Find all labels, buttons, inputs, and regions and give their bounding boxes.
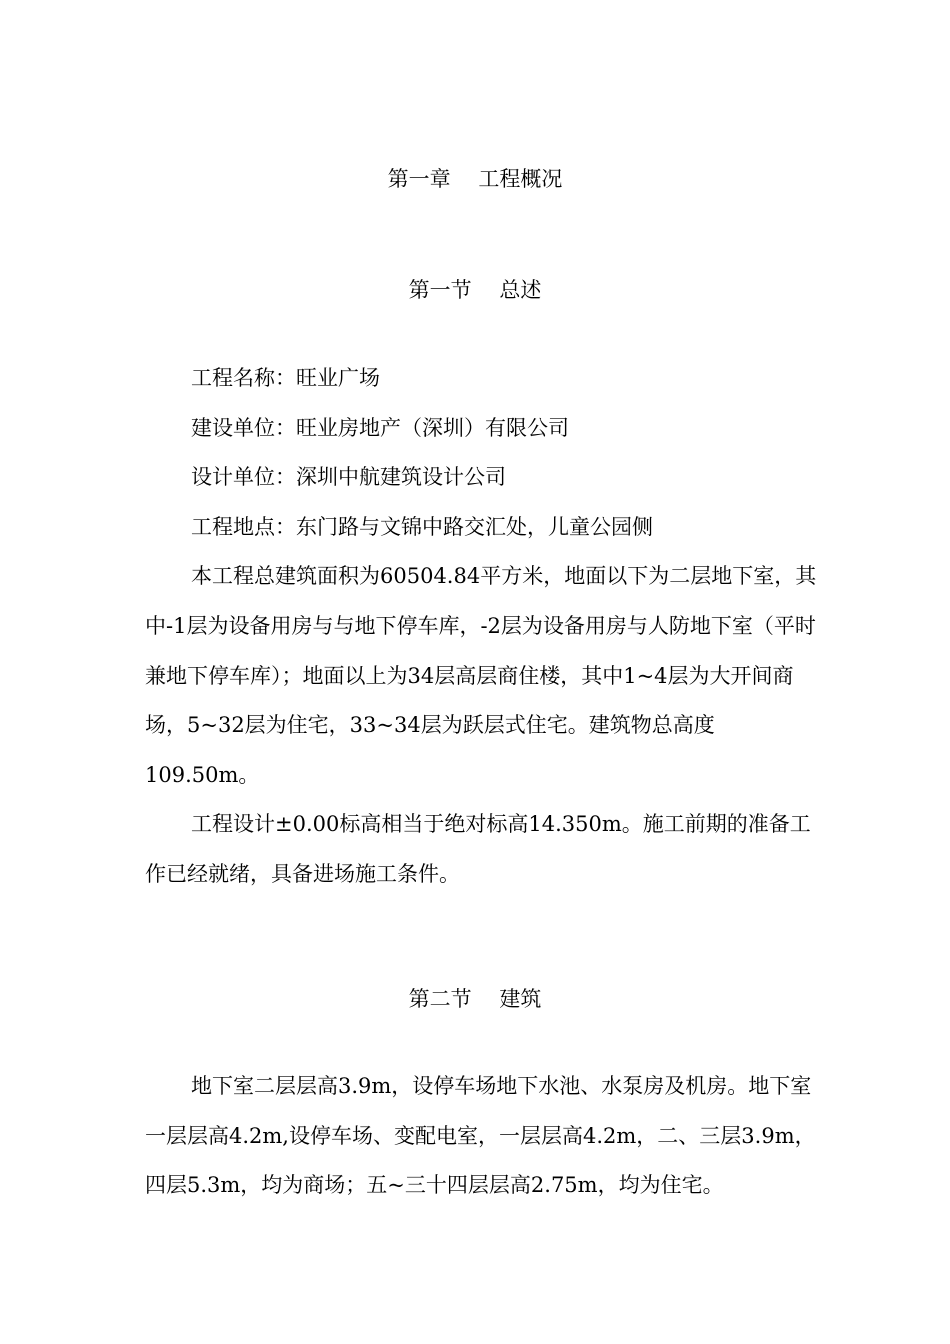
info-line-project-name: 工程名称：旺业广场	[191, 366, 380, 390]
section-title-architecture: 第二节 建筑	[408, 987, 542, 1011]
section-architecture-body	[145, 1062, 825, 1211]
paragraph-floor-heights: 地下室二层层高3.9m，设停车场地下水池、水泵房及机房。地下室一层层高4.2m,设停车场、变配电室，一层层高4.2m，二、三层3.9m，四层5.3m，均为商场；五~三十四层层高2.75m，均为住宅。	[145, 1074, 816, 1198]
paragraph-elevation: 工程设计±0.00标高相当于绝对标高14.350m。施工前期的准备工作已经就绪，具备进场施工条件。	[145, 812, 811, 886]
info-line-developer: 建设单位：旺业房地产（深圳）有限公司	[191, 415, 569, 440]
info-line-designer: 设计单位：深圳中航建筑设计公司	[191, 465, 506, 490]
info-line-location: 工程地点：东门路与文锦中路交汇处，儿童公园侧	[191, 514, 653, 539]
section-title-overview: 第一节 总述	[408, 278, 542, 302]
section-overview-body	[145, 354, 825, 900]
chapter-title: 第一章 工程概况	[387, 167, 563, 191]
paragraph-building-area: 本工程总建筑面积为60504.84平方米，地面以下为二层地下室，其中-1层为设备用房与与地下停车库，-2层为设备用房与人防地下室（平时兼地下停车库）；地面以上为34层高层商住楼，其中1~4层为大开间商场，5~32层为住宅，33~34层为跃层式住宅。建筑物总高度109.50m。	[145, 564, 817, 787]
